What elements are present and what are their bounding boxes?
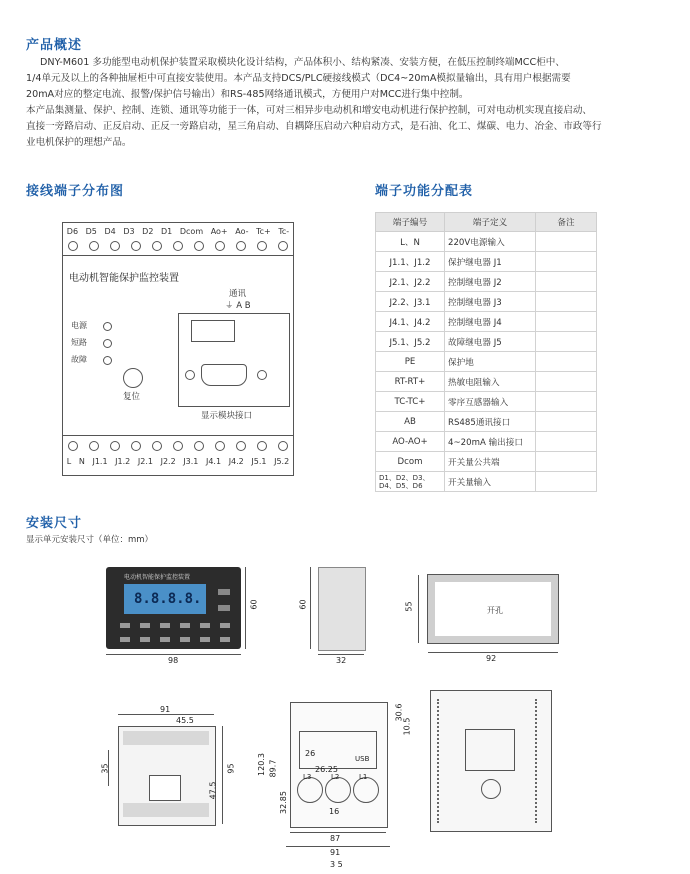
table-row xyxy=(376,472,597,492)
dim-line xyxy=(428,652,558,653)
dim-47-5: 47.5 xyxy=(208,781,218,800)
table-header: 端子定义 xyxy=(445,213,536,232)
table-cell xyxy=(536,472,597,492)
front-key[interactable] xyxy=(220,637,230,642)
dim-87: 87 xyxy=(330,834,341,843)
led-label-power: 电源 xyxy=(71,321,87,330)
terminal-label: J3.1 xyxy=(183,457,199,466)
dim-35: 35 xyxy=(100,763,110,774)
main-unit-rear xyxy=(430,690,552,832)
front-key[interactable] xyxy=(180,637,190,642)
terminal-table xyxy=(375,212,597,492)
terminal-pin-icon xyxy=(131,241,141,251)
terminal-table-title: 端子功能分配表 xyxy=(375,184,474,199)
front-key[interactable] xyxy=(160,637,170,642)
terminal-pin-icon xyxy=(236,441,246,451)
screw-icon xyxy=(185,370,195,380)
table-cell xyxy=(536,232,597,252)
terminal-label: Tc+ xyxy=(256,227,271,236)
terminal-label: D6 xyxy=(66,227,79,236)
terminal-pin-icon xyxy=(173,441,183,451)
dim-line xyxy=(286,846,390,847)
dim-30-6: 30.6 xyxy=(394,703,404,722)
dim-95: 95 xyxy=(226,763,236,774)
table-cell xyxy=(536,292,597,312)
install-subtitle: 显示单元安装尺寸（单位：mm） xyxy=(26,535,154,545)
dim-line xyxy=(118,714,214,715)
front-key[interactable] xyxy=(180,623,190,628)
table-row xyxy=(376,352,597,372)
side-key[interactable] xyxy=(218,589,230,595)
short-led-icon xyxy=(103,339,112,348)
table-cell xyxy=(536,252,597,272)
terminal-label: J5.1 xyxy=(251,457,267,466)
overview-text xyxy=(26,55,676,151)
comm-pins: ⏚ A B xyxy=(225,301,251,311)
terminal-pin-icon xyxy=(257,441,267,451)
terminal-label: Tc- xyxy=(278,227,290,236)
terminal-label: J1.2 xyxy=(115,457,131,466)
table-row xyxy=(376,412,597,432)
dim-line xyxy=(245,567,246,649)
table-cell: 220V电源输入 xyxy=(445,232,536,252)
device-name: 电动机智能保护监控装置 xyxy=(69,273,179,284)
terminal-pin-icon xyxy=(215,441,225,451)
terminal-label: J2.2 xyxy=(160,457,176,466)
dim-front-height: 60 xyxy=(249,599,259,610)
terminal-label: Ao- xyxy=(235,227,249,236)
table-cell xyxy=(536,372,597,392)
dim-side-depth: 32 xyxy=(336,656,347,665)
dim-line xyxy=(222,726,223,824)
overview-line: DNY-M601 多功能型电动机保护装置采取模块化设计结构，产品体积小、结构紧凑、安装方便，在低压控制终端MCC柜中、 xyxy=(40,57,565,68)
table-cell xyxy=(536,312,597,332)
front-key[interactable] xyxy=(120,637,130,642)
terminal-pin-icon xyxy=(278,241,288,251)
overview-title: 产品概述 xyxy=(26,38,83,53)
table-cell: TC-TC+ xyxy=(376,392,445,412)
fault-led-icon xyxy=(103,356,112,365)
table-cell: J1.1、J1.2 xyxy=(376,252,445,272)
table-cell: RS485通讯接口 xyxy=(445,412,536,432)
dim-89-7: 89.7 xyxy=(268,759,278,778)
dim-91: 91 xyxy=(160,705,171,714)
table-cell: 故障继电器 J5 xyxy=(445,332,536,352)
terminal-label: J1.1 xyxy=(92,457,108,466)
overview-line: 业电机保护的理想产品。 xyxy=(26,137,132,148)
terminal-pin-icon xyxy=(89,241,99,251)
table-cell xyxy=(536,432,597,452)
terminal-label: N xyxy=(78,457,85,466)
terminal-label: D5 xyxy=(85,227,97,236)
power-led-icon xyxy=(103,322,112,331)
table-cell xyxy=(536,392,597,412)
dim-cutout-width: 92 xyxy=(486,654,497,663)
table-cell: PE xyxy=(376,352,445,372)
wiring-device xyxy=(62,222,294,476)
terminal-pin-icon xyxy=(68,441,78,451)
table-cell xyxy=(536,412,597,432)
led-label-short: 短路 xyxy=(71,338,87,347)
screw-icon xyxy=(257,370,267,380)
key-row xyxy=(120,637,230,642)
display-unit-front xyxy=(106,567,241,649)
terminal-pin-icon xyxy=(236,241,246,251)
table-header: 备注 xyxy=(536,213,597,232)
terminal-block xyxy=(123,803,209,817)
display-module-port xyxy=(178,313,290,407)
bottom-terminal-labels xyxy=(63,457,293,466)
top-terminal-labels xyxy=(63,227,293,236)
terminal-label: D1 xyxy=(161,227,173,236)
terminal-pin-icon xyxy=(131,441,141,451)
table-cell: AO-AO+ xyxy=(376,432,445,452)
terminal-pin-icon xyxy=(257,241,267,251)
front-key[interactable] xyxy=(140,623,150,628)
table-cell: 保护地 xyxy=(445,352,536,372)
wiring-title: 接线端子分布图 xyxy=(26,184,125,199)
divider xyxy=(63,255,293,256)
table-cell: J4.1、J4.2 xyxy=(376,312,445,332)
pin-column xyxy=(437,699,449,823)
dim-120-3: 120.3 xyxy=(256,753,266,776)
phase-l3: L3 xyxy=(303,773,312,781)
main-unit-front xyxy=(118,726,216,826)
rear-module xyxy=(465,729,515,771)
dim-26: 26 xyxy=(305,749,316,758)
terminal-pin-icon xyxy=(152,241,162,251)
terminal-pin-icon xyxy=(173,241,183,251)
terminal-label: D3 xyxy=(123,227,135,236)
terminal-pin-icon xyxy=(215,241,225,251)
overview-line: 本产品集测量、保护、控制、连锁、通讯等功能于一体，可对三相异步电动机和增安电动机进行保护控制，可对电动机实现直接启动、 xyxy=(26,105,593,116)
table-cell: L、N xyxy=(376,232,445,252)
display-unit-name: 电动机智能保护监控装置 xyxy=(124,574,191,581)
table-header-row xyxy=(376,213,597,232)
dim-line xyxy=(318,654,364,655)
pin-column xyxy=(535,699,547,823)
terminal-label: J5.2 xyxy=(274,457,290,466)
table-cell xyxy=(536,352,597,372)
overview-line: 1/4单元及以上的各种抽屉柜中可直接安装使用。本产品支持DCS/PLC硬接线模式（DC4~20mA模拟量输出，具有用户根据需要 xyxy=(26,73,571,84)
table-cell: J2.2、J3.1 xyxy=(376,292,445,312)
terminal-pin-icon xyxy=(194,441,204,451)
terminal-pin-icon xyxy=(278,441,288,451)
table-row xyxy=(376,292,597,312)
table-cell xyxy=(536,332,597,352)
terminal-pin-icon xyxy=(152,441,162,451)
dim-26-25: 26.25 xyxy=(315,765,338,774)
terminal-label: D4 xyxy=(104,227,116,236)
comm-label: 通讯 xyxy=(229,289,247,299)
table-cell: D1、D2、D3、D4、D5、D6 xyxy=(376,472,445,492)
table-cell: 开关量公共端 xyxy=(445,452,536,472)
front-key[interactable] xyxy=(200,637,210,642)
dim-32-85: 32.85 xyxy=(278,791,288,814)
dim-side-height: 60 xyxy=(298,599,308,610)
terminal-pin-icon xyxy=(110,441,120,451)
install-title: 安装尺寸 xyxy=(26,516,83,531)
terminal-label: J4.1 xyxy=(205,457,222,466)
side-key[interactable] xyxy=(218,605,230,611)
terminal-label: D2 xyxy=(142,227,154,236)
led-label-fault: 故障 xyxy=(71,355,87,364)
table-header: 端子编号 xyxy=(376,213,445,232)
table-cell xyxy=(536,272,597,292)
dim-45-5: 45.5 xyxy=(176,716,194,725)
front-key[interactable] xyxy=(160,623,170,628)
main-unit-side xyxy=(290,702,388,828)
terminal-pin-icon xyxy=(194,241,204,251)
table-row xyxy=(376,392,597,412)
reset-button[interactable] xyxy=(123,368,143,388)
table-cell: RT-RT+ xyxy=(376,372,445,392)
display-port-label: 显示模块接口 xyxy=(201,411,253,421)
table-cell: 保护继电器 J1 xyxy=(445,252,536,272)
db9-connector-icon xyxy=(201,364,247,386)
lcd-digits: 8.8.8.8. xyxy=(134,591,202,607)
table-cell: 热敏电阻输入 xyxy=(445,372,536,392)
table-cell: 4~20mA 输出接口 xyxy=(445,432,536,452)
reset-label: 复位 xyxy=(123,392,141,402)
terminal-label: Dcom xyxy=(179,227,204,236)
dim-line xyxy=(418,575,419,643)
table-row xyxy=(376,232,597,252)
table-row xyxy=(376,432,597,452)
table-row xyxy=(376,272,597,292)
dim-91b: 91 xyxy=(330,848,341,857)
table-cell: 控制继电器 J4 xyxy=(445,312,536,332)
terminal-label: Ao+ xyxy=(210,227,228,236)
dim-3-5: 3 5 xyxy=(330,860,343,869)
table-row xyxy=(376,372,597,392)
overview-line: 直接一旁路启动、正反启动、正反一旁路启动，星三角启动、自耦降压启动六种启动方式，是石油、化工、煤碳、电力、冶金、市政等行 xyxy=(26,121,602,132)
table-cell xyxy=(536,452,597,472)
table-cell: 零序互感器输入 xyxy=(445,392,536,412)
terminal-pin-icon xyxy=(110,241,120,251)
front-key[interactable] xyxy=(120,623,130,628)
front-key[interactable] xyxy=(200,623,210,628)
table-cell: J2.1、J2.2 xyxy=(376,272,445,292)
display-unit-side xyxy=(318,567,366,651)
overview-line: 20mA对应的整定电流、报警/保护信号输出）和RS-485网络通讯模式，方便用户对MCC进行集中控制。 xyxy=(26,89,469,100)
dim-line xyxy=(310,567,311,649)
mount-hole-icon xyxy=(481,779,501,799)
key-row xyxy=(120,623,230,628)
dim-10-5: 10.5 xyxy=(402,717,412,736)
table-cell: 控制继电器 J2 xyxy=(445,272,536,292)
usb-label: USB xyxy=(355,755,370,763)
table-row xyxy=(376,252,597,272)
terminal-block xyxy=(123,731,209,745)
dim-cutout-height: 55 xyxy=(404,601,414,612)
top-terminal-pins xyxy=(63,241,293,251)
terminal-pin-icon xyxy=(89,441,99,451)
cutout-label: 开孔 xyxy=(487,606,503,615)
table-cell: Dcom xyxy=(376,452,445,472)
lcd-screen xyxy=(124,584,206,614)
table-row xyxy=(376,452,597,472)
table-cell: J5.1、J5.2 xyxy=(376,332,445,352)
terminal-label: L xyxy=(66,457,72,466)
terminal-label: J4.2 xyxy=(228,457,244,466)
terminal-pin-icon xyxy=(68,241,78,251)
divider xyxy=(63,435,293,436)
port-socket xyxy=(191,320,235,342)
terminal-label: J2.1 xyxy=(137,457,153,466)
table-cell: 开关量输入 xyxy=(445,472,536,492)
dim-front-width: 98 xyxy=(168,656,179,665)
table-row xyxy=(376,312,597,332)
table-cell: AB xyxy=(376,412,445,432)
table-row xyxy=(376,332,597,352)
phase-l1: L1 xyxy=(359,773,368,781)
front-key[interactable] xyxy=(140,637,150,642)
panel-cutout xyxy=(428,575,558,643)
table-cell: 控制继电器 J3 xyxy=(445,292,536,312)
din-clip xyxy=(149,775,181,801)
dim-line xyxy=(290,832,386,833)
front-key[interactable] xyxy=(220,623,230,628)
dim-16: 16 xyxy=(329,807,340,816)
dim-line xyxy=(106,654,241,655)
bottom-terminal-pins xyxy=(63,441,293,451)
phase-l2: L2 xyxy=(331,773,340,781)
